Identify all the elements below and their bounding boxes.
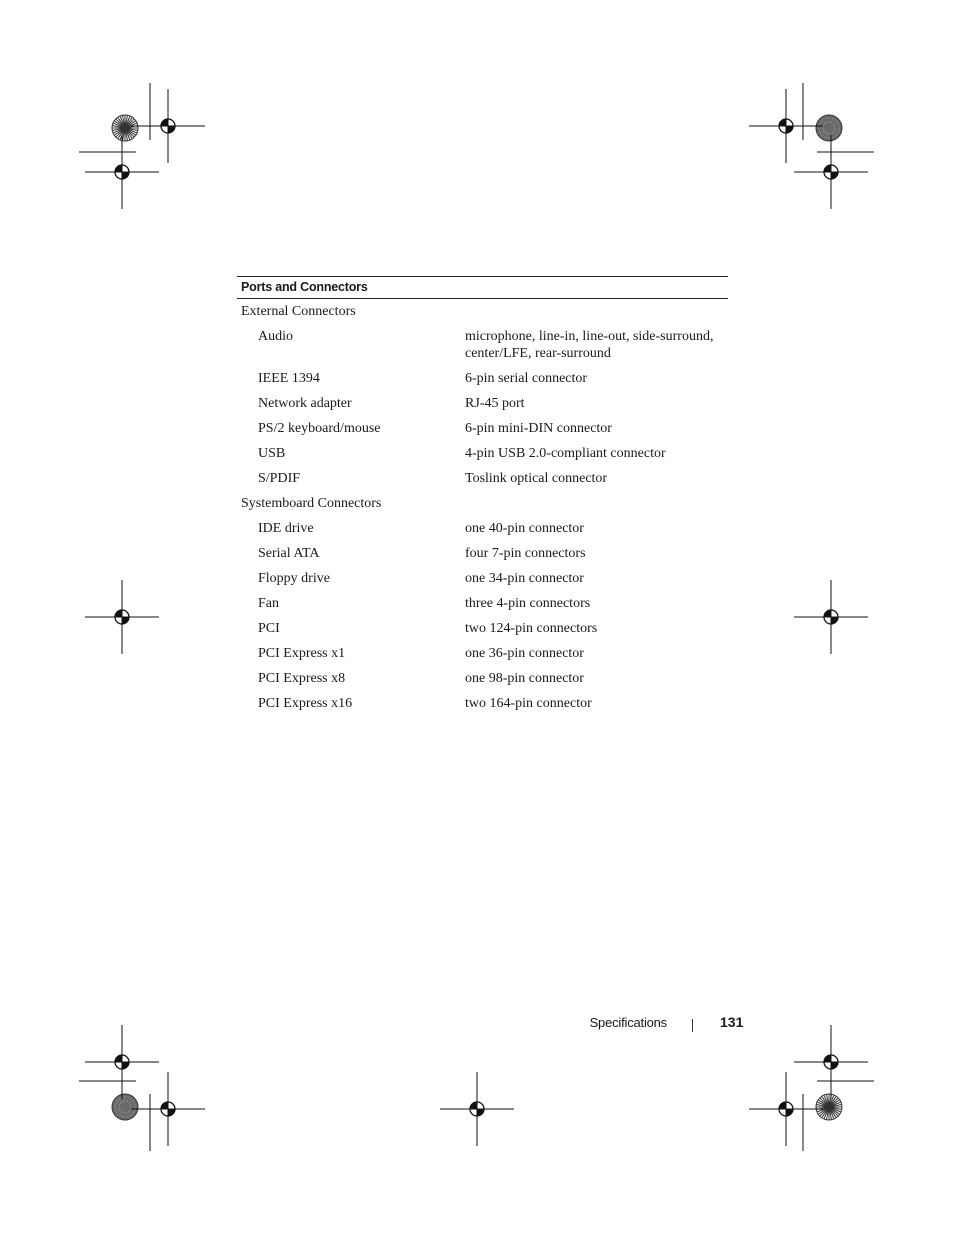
crosshair-registration-icon [440, 1072, 514, 1146]
row-value: two 164-pin connector [465, 696, 592, 711]
row-label: External Connectors [241, 304, 356, 319]
table-row [237, 641, 728, 666]
footer-section-title: Specifications [589, 1015, 667, 1030]
row-value [465, 495, 728, 512]
row-value: 4-pin USB 2.0-compliant connector [465, 446, 666, 461]
row-label: PCI Express x1 [258, 646, 346, 661]
row-value: microphone, line-in, line-out, side-surround, center/LFE, rear-surround [465, 329, 714, 361]
crosshair-registration-icon [794, 1025, 868, 1099]
table-group-row [237, 299, 728, 324]
row-label: S/PDIF [258, 471, 301, 486]
table-row [237, 466, 728, 491]
row-label: PCI [258, 621, 280, 636]
row-label: Systemboard Connectors [241, 496, 382, 511]
footer-divider [692, 1019, 693, 1032]
row-value: RJ-45 port [465, 396, 525, 411]
row-value [465, 303, 728, 320]
row-value: 6-pin mini-DIN connector [465, 421, 612, 436]
ports-and-connectors-table [237, 276, 728, 716]
row-value: one 40-pin connector [465, 521, 584, 536]
crosshair-registration-icon [85, 135, 159, 209]
table-row [237, 441, 728, 466]
table-row [237, 416, 728, 441]
crosshair-registration-icon [131, 89, 205, 163]
row-value: three 4-pin connectors [465, 596, 591, 611]
row-value: four 7-pin connectors [465, 546, 586, 561]
row-label: PCI Express x16 [258, 696, 353, 711]
row-label: Audio [258, 329, 293, 344]
row-value: one 34-pin connector [465, 571, 584, 586]
row-value: one 36-pin connector [465, 646, 584, 661]
crosshair-registration-icon [794, 580, 868, 654]
row-label: IDE drive [258, 521, 314, 536]
table-header: Ports and Connectors [241, 280, 368, 294]
table-row [237, 366, 728, 391]
starburst-target-icon [816, 115, 842, 141]
row-label: Fan [258, 596, 279, 611]
crosshair-registration-icon [749, 89, 823, 163]
crosshair-registration-icon [131, 1072, 205, 1146]
row-label: PCI Express x8 [258, 671, 346, 686]
crosshair-registration-icon [85, 1025, 159, 1099]
crosshair-registration-icon [749, 1072, 823, 1146]
row-label: Serial ATA [258, 546, 320, 561]
table-row [237, 566, 728, 591]
crosshair-registration-icon [85, 580, 159, 654]
table-group-row [237, 491, 728, 516]
table-row [237, 591, 728, 616]
table-row [237, 391, 728, 416]
row-label: Network adapter [258, 396, 352, 411]
row-label: PS/2 keyboard/mouse [258, 421, 381, 436]
page-number: 131 [720, 1014, 744, 1030]
table-row [237, 616, 728, 641]
table-row [237, 324, 728, 366]
table-body [237, 299, 728, 716]
row-label: Floppy drive [258, 571, 330, 586]
table-row [237, 516, 728, 541]
starburst-target-icon [112, 115, 138, 141]
row-label: USB [258, 446, 286, 461]
row-value: Toslink optical connector [465, 471, 608, 486]
table-row [237, 666, 728, 691]
starburst-target-icon [816, 1094, 842, 1120]
crosshair-registration-icon [794, 135, 868, 209]
page-footer [0, 1015, 954, 1035]
row-value: two 124-pin connectors [465, 621, 598, 636]
starburst-target-icon [112, 1094, 138, 1120]
row-value: 6-pin serial connector [465, 371, 588, 386]
row-label: IEEE 1394 [258, 371, 320, 386]
row-value: one 98-pin connector [465, 671, 584, 686]
table-row [237, 691, 728, 716]
table-row [237, 541, 728, 566]
